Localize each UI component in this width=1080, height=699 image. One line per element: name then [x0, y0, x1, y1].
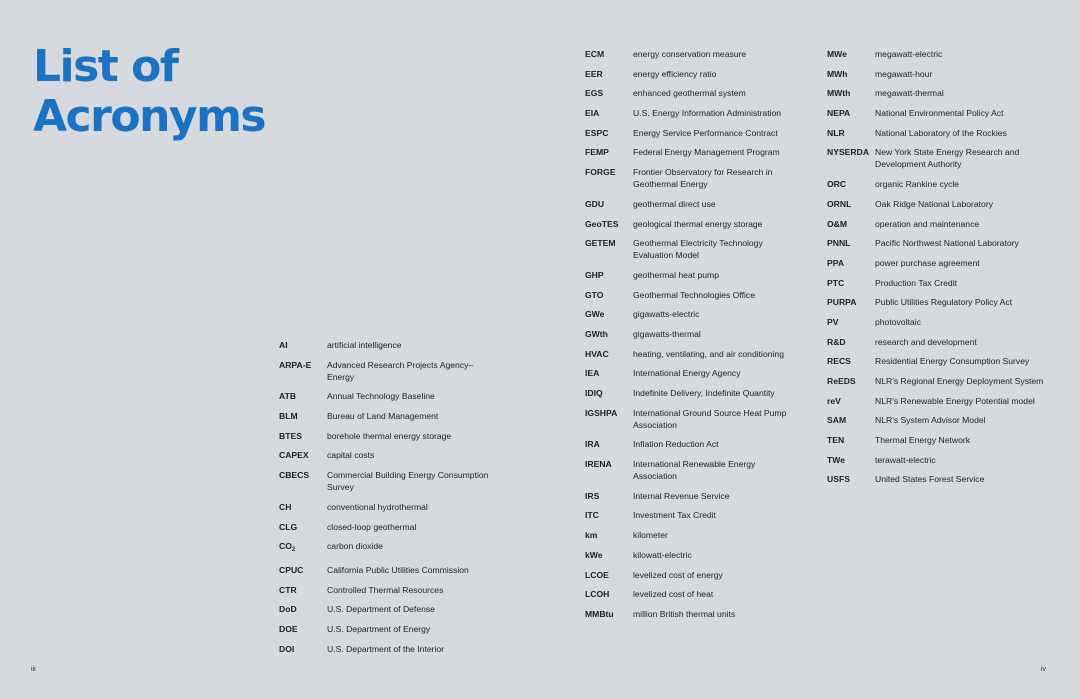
acronym-entry: [827, 87, 1045, 99]
acronym-definition: capital costs: [327, 450, 375, 461]
acronym-abbreviation-text: CH: [279, 501, 292, 512]
acronym-abbreviation-text: MWe: [827, 49, 847, 59]
acronym-entry: [585, 608, 795, 620]
acronym-abbreviation: [585, 367, 633, 379]
acronym-abbreviation: [585, 107, 633, 119]
acronym-abbreviation: [585, 328, 633, 340]
acronym-abbreviation: [585, 438, 633, 450]
acronym-abbreviation: [827, 414, 875, 426]
acronym-entry: [585, 348, 795, 360]
acronym-entry: [279, 390, 495, 402]
acronym-abbreviation: [827, 296, 875, 308]
acronym-entry: [827, 336, 1045, 348]
acronym-abbreviation-text: O&M: [827, 218, 848, 229]
acronym-abbreviation: [279, 501, 327, 513]
page-title-line-2: Acronyms: [33, 91, 266, 142]
acronym-abbreviation-text: DoD: [279, 604, 297, 615]
acronym-abbreviation: [827, 336, 875, 348]
acronym-abbreviation-text: DOE: [279, 623, 298, 634]
acronym-entry: [585, 458, 795, 482]
acronym-abbreviation-text: FORGE: [585, 167, 616, 178]
acronym-abbreviation-text: GWe: [585, 309, 605, 320]
acronym-abbreviation: [585, 569, 633, 581]
acronym-definition: New York State Energy Research and Development Authority: [875, 147, 1020, 170]
acronym-abbreviation: [585, 269, 633, 281]
acronym-abbreviation: [827, 375, 875, 387]
acronym-definition: enhanced geothermal system: [633, 88, 746, 99]
acronym-definition: energy efficiency ratio: [633, 68, 717, 79]
acronym-abbreviation-text: DOI: [279, 643, 295, 654]
acronym-abbreviation: [279, 603, 327, 615]
acronym-abbreviation-text: FEMP: [585, 147, 609, 158]
acronym-definition: Residential Energy Consumption Survey: [875, 356, 1030, 367]
acronym-abbreviation-text: IGSHPA: [585, 407, 618, 418]
acronym-entry: [827, 198, 1045, 210]
acronym-definition: Indefinite Delivery, Indefinite Quantity: [633, 388, 775, 398]
acronym-definition: U.S. Energy Information Administration: [633, 108, 782, 119]
acronym-abbreviation: [279, 339, 327, 351]
acronym-definition: Pacific Northwest National Laboratory: [875, 238, 1019, 249]
acronym-abbreviation: [279, 410, 327, 422]
acronym-entry: [279, 449, 495, 461]
acronym-entry: [585, 237, 795, 261]
acronym-abbreviation-text: IRENA: [585, 459, 612, 470]
acronym-abbreviation: [827, 68, 875, 80]
acronym-abbreviation-text: PNNL: [827, 238, 851, 249]
acronym-abbreviation: [827, 127, 875, 139]
acronym-definition: National Laboratory of the Rockies: [875, 127, 1007, 138]
acronym-abbreviation-text: PPA: [827, 257, 845, 268]
acronym-entry: [585, 387, 795, 399]
acronym-entry: [827, 375, 1045, 387]
acronym-entry: [827, 414, 1045, 426]
acronym-definition: energy conservation measure: [633, 49, 747, 59]
acronym-abbreviation: [279, 540, 327, 556]
acronym-abbreviation: [585, 289, 633, 301]
acronym-abbreviation-text: GHP: [585, 269, 604, 280]
acronym-abbreviation: [279, 469, 327, 493]
acronym-abbreviation-text: IRS: [585, 490, 600, 501]
acronym-abbreviation: [585, 198, 633, 210]
acronym-abbreviation-text: IRA: [585, 439, 600, 450]
acronym-abbreviation: [585, 237, 633, 261]
acronym-abbreviation-text: LCOH: [585, 589, 610, 600]
acronym-abbreviation-text: NYSERDA: [827, 147, 870, 158]
acronym-subscript: 2: [291, 547, 296, 554]
acronym-abbreviation: [827, 316, 875, 328]
acronym-definition: Controlled Thermal Resources: [327, 584, 444, 595]
acronym-abbreviation-text: GETEM: [585, 238, 616, 249]
acronym-definition: U.S. Department of Defense: [327, 604, 435, 615]
acronym-definition: Energy Service Performance Contract: [633, 127, 778, 138]
acronym-entry: [279, 603, 495, 615]
acronym-abbreviation: [585, 407, 633, 431]
acronym-definition: research and development: [875, 336, 977, 347]
acronym-definition: United States Forest Service: [875, 474, 985, 485]
acronym-definition: megawatt-thermal: [875, 88, 944, 99]
acronym-abbreviation: [585, 308, 633, 320]
acronym-definition: geothermal heat pump: [633, 269, 719, 280]
acronym-abbreviation: [279, 584, 327, 596]
acronym-definition: U.S. Department of the Interior: [327, 643, 445, 654]
acronym-abbreviation: [827, 257, 875, 269]
acronym-abbreviation: [279, 359, 327, 383]
acronym-abbreviation-text: GDU: [585, 198, 605, 209]
acronym-definition: NLR's Renewable Energy Potential model: [875, 395, 1035, 406]
acronym-abbreviation-text: MWth: [827, 88, 851, 99]
acronym-entry: [585, 529, 795, 541]
acronym-abbreviation-text: ITC: [585, 510, 599, 521]
acronym-definition: gigawatts-thermal: [633, 328, 701, 339]
acronym-abbreviation-text: MWh: [827, 68, 848, 79]
acronym-abbreviation: [279, 643, 327, 655]
acronym-entry: [827, 277, 1045, 289]
acronym-entry: [279, 410, 495, 422]
acronym-abbreviation: [585, 166, 633, 190]
acronym-abbreviation: [585, 348, 633, 360]
acronym-entry: [585, 490, 795, 502]
acronym-abbreviation: [279, 430, 327, 442]
acronym-abbreviation: [827, 178, 875, 190]
acronym-entry: [827, 395, 1045, 407]
acronym-definition: International Ground Source Heat Pump Association: [633, 407, 787, 430]
acronym-entry: [279, 584, 495, 596]
acronym-entry: [279, 564, 495, 576]
acronym-abbreviation-text: R&D: [827, 336, 846, 347]
acronym-abbreviation: [279, 449, 327, 461]
acronym-column-3: [827, 48, 1045, 493]
acronym-entry: [585, 68, 795, 80]
acronym-abbreviation-text: CLG: [279, 521, 298, 532]
acronym-abbreviation-text: GTO: [585, 289, 604, 300]
acronym-entry: [827, 296, 1045, 308]
acronym-column-1: [279, 339, 495, 662]
acronym-abbreviation-text: CO: [279, 541, 292, 552]
acronym-abbreviation: [585, 458, 633, 482]
acronym-abbreviation: [827, 218, 875, 230]
acronym-definition: International Energy Agency: [633, 368, 741, 379]
page-title: [33, 42, 265, 142]
acronym-definition: Advanced Research Projects Agency–Energy: [327, 359, 474, 382]
acronym-definition: Annual Technology Baseline: [327, 391, 435, 402]
acronym-abbreviation: [585, 549, 633, 561]
acronym-entry: [585, 87, 795, 99]
acronym-abbreviation-text: TWe: [827, 454, 845, 465]
acronym-abbreviation-text: reV: [827, 395, 841, 406]
acronym-entry: [827, 127, 1045, 139]
acronym-abbreviation-text: ARPA-E: [279, 359, 312, 370]
acronym-abbreviation-text: ESPC: [585, 127, 609, 138]
acronym-abbreviation: [585, 68, 633, 80]
acronym-definition: terawatt-electric: [875, 454, 936, 465]
acronym-abbreviation-text: USFS: [827, 474, 850, 485]
acronym-abbreviation: [827, 146, 875, 170]
acronym-definition: Bureau of Land Management: [327, 411, 439, 422]
acronym-abbreviation-text: PURPA: [827, 297, 857, 308]
acronym-definition: kilowatt-electric: [633, 549, 692, 560]
acronym-definition: Production Tax Credit: [875, 277, 958, 288]
acronym-entry: [827, 237, 1045, 249]
acronym-abbreviation-text: ReEDS: [827, 376, 856, 386]
acronym-definition: National Environmental Policy Act: [875, 108, 1004, 119]
acronym-abbreviation: [827, 48, 875, 60]
acronym-definition: kilometer: [633, 530, 668, 541]
page-title-line-1: List of: [33, 41, 178, 92]
acronym-entry: [585, 107, 795, 119]
acronym-definition: levelized cost of heat: [633, 589, 714, 600]
acronym-definition: megawatt-electric: [875, 49, 943, 59]
acronym-abbreviation: [827, 395, 875, 407]
acronym-entry: [827, 146, 1045, 170]
acronym-entry: [279, 359, 495, 383]
acronym-abbreviation-text: BLM: [279, 411, 298, 422]
acronym-abbreviation-text: CAPEX: [279, 450, 309, 461]
acronym-definition: power purchase agreement: [875, 257, 980, 268]
acronym-definition: carbon dioxide: [327, 541, 383, 552]
acronym-entry: [279, 430, 495, 442]
acronym-abbreviation: [585, 218, 633, 230]
page-number-right: iv: [1040, 666, 1046, 673]
acronym-entry: [279, 469, 495, 493]
acronym-abbreviation-text: SAM: [827, 415, 847, 426]
acronym-abbreviation-text: km: [585, 530, 598, 541]
acronym-entry: [279, 339, 495, 351]
acronym-abbreviation: [585, 490, 633, 502]
acronym-abbreviation-text: IDIQ: [585, 388, 603, 398]
acronym-entry: [279, 643, 495, 655]
acronym-entry: [585, 166, 795, 190]
acronym-abbreviation-text: TEN: [827, 435, 845, 446]
acronym-abbreviation-text: ORNL: [827, 198, 852, 209]
acronym-definition: Thermal Energy Network: [875, 435, 971, 446]
acronym-abbreviation: [827, 454, 875, 466]
acronym-entry: [585, 289, 795, 301]
acronym-definition: Investment Tax Credit: [633, 510, 716, 521]
acronym-abbreviation-text: RECS: [827, 356, 851, 367]
acronym-entry: [585, 146, 795, 158]
acronym-definition: borehole thermal energy storage: [327, 430, 452, 441]
acronym-abbreviation: [827, 434, 875, 446]
acronym-abbreviation: [827, 355, 875, 367]
acronym-abbreviation: [279, 623, 327, 635]
acronym-abbreviation-text: EER: [585, 68, 603, 79]
acronym-entry: [585, 127, 795, 139]
acronym-abbreviation-text: EGS: [585, 88, 604, 99]
acronym-entry: [279, 501, 495, 513]
acronym-abbreviation: [827, 473, 875, 485]
acronym-abbreviation: [585, 387, 633, 399]
acronym-entry: [279, 540, 495, 556]
acronym-definition: U.S. Department of Energy: [327, 623, 431, 634]
acronym-abbreviation: [585, 588, 633, 600]
acronym-abbreviation: [827, 87, 875, 99]
acronym-entry: [585, 367, 795, 379]
acronym-entry: [585, 198, 795, 210]
acronym-abbreviation-text: PV: [827, 316, 839, 327]
acronym-definition: Oak Ridge National Laboratory: [875, 198, 993, 209]
acronym-definition: Federal Energy Management Program: [633, 147, 780, 158]
acronym-entry: [827, 257, 1045, 269]
acronym-entry: [827, 316, 1045, 328]
acronym-abbreviation-text: CPUC: [279, 564, 304, 575]
acronym-abbreviation: [827, 237, 875, 249]
acronym-entry: [585, 218, 795, 230]
acronym-definition: photovoltaic: [875, 316, 921, 327]
page-number-left: iii: [31, 666, 36, 673]
acronym-abbreviation: [827, 198, 875, 210]
acronym-definition: artificial intelligence: [327, 340, 402, 350]
acronym-entry: [827, 473, 1045, 485]
acronym-abbreviation: [585, 509, 633, 521]
acronym-definition: geological thermal energy storage: [633, 218, 763, 229]
acronym-abbreviation-text: NLR: [827, 127, 845, 138]
acronym-definition: closed-loop geothermal: [327, 521, 417, 532]
acronym-entry: [585, 407, 795, 431]
acronym-entry: [827, 434, 1045, 446]
acronym-entry: [827, 178, 1045, 190]
acronym-abbreviation-text: PTC: [827, 277, 845, 288]
acronym-abbreviation: [279, 390, 327, 402]
acronym-entry: [279, 521, 495, 533]
acronym-abbreviation: [585, 87, 633, 99]
acronym-column-2: [585, 48, 795, 628]
acronym-definition: organic Rankine cycle: [875, 179, 960, 190]
acronym-definition: operation and maintenance: [875, 218, 980, 229]
acronym-abbreviation-text: EIA: [585, 108, 600, 119]
acronym-entry: [827, 68, 1045, 80]
acronym-entry: [585, 269, 795, 281]
acronym-definition: International Renewable Energy Association: [633, 459, 756, 482]
acronym-abbreviation-text: MMBtu: [585, 608, 614, 619]
acronym-definition: megawatt-hour: [875, 68, 933, 79]
acronym-abbreviation: [279, 564, 327, 576]
acronym-definition: California Public Utilities Commission: [327, 564, 469, 575]
acronym-entry: [585, 308, 795, 320]
acronym-abbreviation: [827, 107, 875, 119]
acronym-abbreviation-text: BTES: [279, 430, 302, 441]
acronym-abbreviation-text: kWe: [585, 549, 603, 560]
acronym-entry: [827, 48, 1045, 60]
acronym-abbreviation: [585, 146, 633, 158]
acronym-abbreviation-text: NEPA: [827, 108, 851, 119]
acronym-abbreviation: [827, 277, 875, 289]
acronym-entry: [585, 438, 795, 450]
acronym-definition: Inflation Reduction Act: [633, 439, 719, 450]
acronym-definition: Commercial Building Energy Consumption Survey: [327, 470, 489, 493]
acronym-definition: NLR's System Advisor Model: [875, 415, 986, 426]
acronym-abbreviation-text: CTR: [279, 584, 297, 595]
acronym-abbreviation-text: LCOE: [585, 569, 609, 580]
acronym-definition: Geothermal Technologies Office: [633, 289, 755, 300]
acronym-abbreviation-text: CBECS: [279, 470, 310, 481]
acronym-definition: NLR's Regional Energy Deployment System: [875, 376, 1044, 386]
acronym-abbreviation: [279, 521, 327, 533]
acronym-definition: Frontier Observatory for Research in Geothermal Energy: [633, 167, 773, 190]
acronym-entry: [585, 48, 795, 60]
acronym-entry: [827, 218, 1045, 230]
acronym-definition: gigawatts-electric: [633, 309, 700, 320]
acronym-entry: [585, 328, 795, 340]
acronym-abbreviation-text: GWth: [585, 328, 608, 339]
acronym-entry: [585, 509, 795, 521]
acronym-definition: levelized cost of energy: [633, 569, 723, 580]
acronym-definition: heating, ventilating, and air conditioning: [633, 348, 784, 359]
acronym-abbreviation-text: HVAC: [585, 348, 609, 359]
acronym-abbreviation-text: ECM: [585, 49, 605, 59]
acronym-definition: million British thermal units: [633, 608, 736, 619]
acronym-abbreviation-text: GeoTES: [585, 218, 619, 229]
acronym-abbreviation-text: ATB: [279, 391, 297, 402]
acronym-abbreviation-text: AI: [279, 340, 288, 350]
acronym-definition: Public Utilities Regulatory Policy Act: [875, 297, 1013, 308]
acronym-abbreviation: [585, 48, 633, 60]
acronym-abbreviation: [585, 529, 633, 541]
acronym-definition: Geothermal Electricity Technology Evaluation Model: [633, 238, 763, 261]
acronym-abbreviation-text: ORC: [827, 179, 847, 190]
acronym-abbreviation-text: IEA: [585, 368, 600, 379]
acronym-definition: geothermal direct use: [633, 198, 716, 209]
acronym-entry: [279, 623, 495, 635]
acronym-entry: [827, 454, 1045, 466]
acronym-abbreviation: [585, 608, 633, 620]
acronym-definition: Internal Revenue Service: [633, 490, 730, 501]
acronym-entry: [585, 569, 795, 581]
acronym-entry: [585, 549, 795, 561]
acronym-definition: conventional hydrothermal: [327, 501, 428, 512]
acronym-entry: [827, 355, 1045, 367]
acronym-entry: [585, 588, 795, 600]
acronym-abbreviation: [585, 127, 633, 139]
acronym-entry: [827, 107, 1045, 119]
